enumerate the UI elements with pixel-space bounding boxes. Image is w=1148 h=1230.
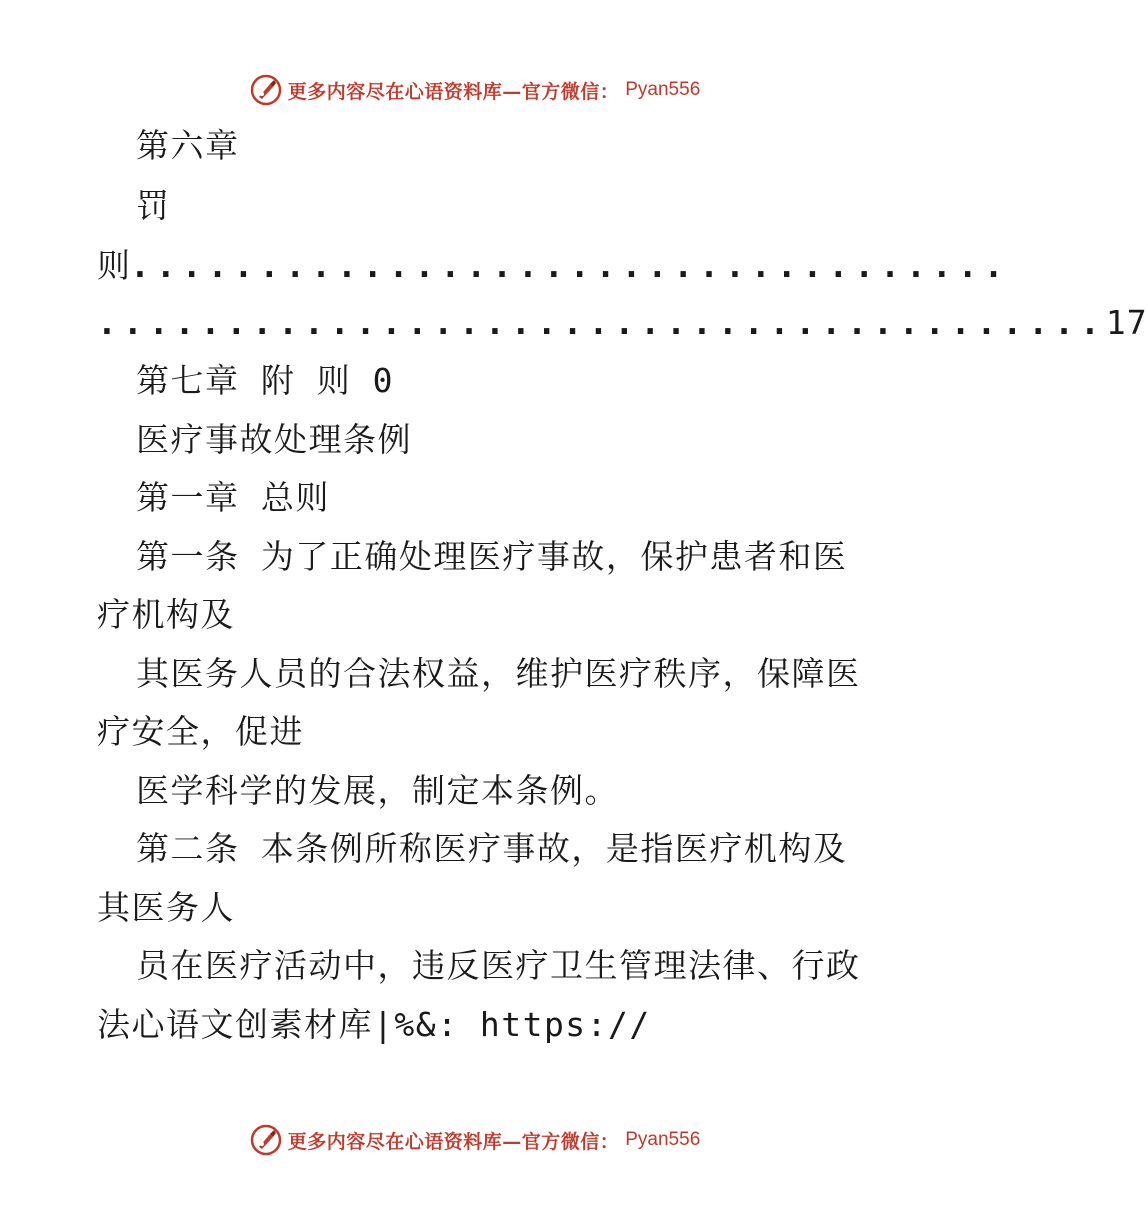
pen-nib-logo-icon: [250, 1124, 282, 1156]
watermark-banner-bottom: [0, 1120, 950, 1160]
document-title: 医疗事故处理条例: [136, 420, 412, 459]
article2-line4: 法心语文创素材库|%&: https://: [97, 1005, 651, 1044]
toc-chapter6-name-part2: 则: [97, 246, 130, 285]
toc-chapter6-page-row: [97, 303, 1148, 343]
toc-chapter6-page-number: 17: [1105, 303, 1148, 342]
article1-line1: 第一条 为了正确处理医疗事故，保护患者和医: [136, 537, 848, 576]
watermark-wechat-id: Pyan556: [625, 79, 701, 100]
chapter1-heading: 第一章 总则: [136, 478, 330, 517]
watermark-text: 更多内容尽在心语资料库—官方微信：: [287, 1130, 620, 1153]
toc-leader-dots: ..................................: [130, 246, 1010, 285]
watermark-wechat-id: Pyan556: [625, 1129, 701, 1150]
article2-line2: 其医务人: [97, 888, 235, 927]
toc-chapter6-name-part1: 罚: [136, 186, 171, 225]
watermark-banner-top: [0, 70, 950, 110]
toc-leader-dots-2: .......................................: [97, 303, 1106, 342]
article1-line4: 疗安全，促进: [97, 712, 304, 751]
watermark-text: 更多内容尽在心语资料库—官方微信：: [287, 80, 620, 103]
article2-line3: 员在医疗活动中，违反医疗卫生管理法律、行政: [136, 946, 861, 985]
article2-line1: 第二条 本条例所称医疗事故，是指医疗机构及: [136, 829, 848, 868]
pen-nib-logo-icon: [250, 74, 282, 106]
toc-chapter6-leader-row: [97, 246, 1010, 286]
article1-line3: 其医务人员的合法权益，维护医疗秩序，保障医: [136, 654, 861, 693]
toc-chapter6-title: 第六章: [136, 126, 240, 165]
article1-line2: 疗机构及: [97, 595, 235, 634]
toc-chapter7: 第七章 附 则 0: [136, 361, 394, 400]
article1-line5: 医学科学的发展，制定本条例。: [136, 771, 619, 810]
